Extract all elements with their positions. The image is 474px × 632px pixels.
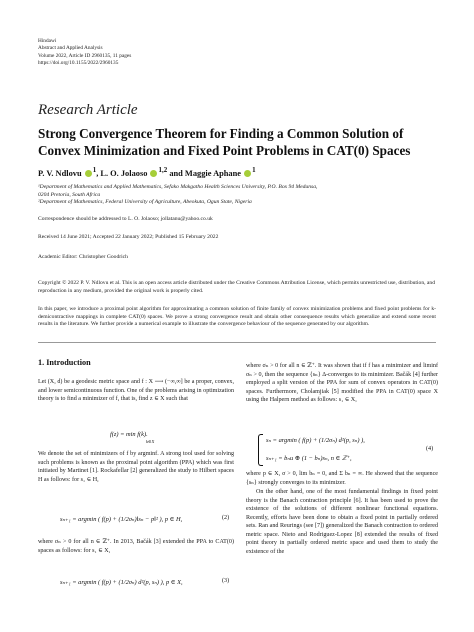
divider <box>38 342 436 343</box>
title-line-1: Strong Convergence Theorem for Finding a Common Solution of <box>38 126 404 141</box>
equation-1 <box>110 431 155 444</box>
author-3-affil: 1 <box>252 166 256 174</box>
author-separator: and <box>167 168 185 178</box>
abstract: In this paper, we introduce a proximal point algorithm for approximating a common solution of finite family of convex minimization problems and fixed point problems for k-demicontractive mappings in complete CAT(0) spaces. We prove a strong convergence result and obtain other consequence results which generalize and extend some recent results in the literature. We further provide a numerical example to illustrate the convergence behaviour of the sequence generated by our algorithm. <box>38 306 436 328</box>
equation-3-number: (3) <box>222 578 230 584</box>
orcid-icon[interactable] <box>85 170 92 177</box>
equation-1-subscript: k∈X <box>146 439 155 444</box>
volume-info: Volume 2022, Article ID 2960135, 11 pages <box>38 52 132 59</box>
journal-header <box>38 38 131 68</box>
equation-brace <box>258 434 263 466</box>
affiliation-line: ¹Department of Mathematics and Applied Mathematics, Sefako Makgatho Health Sciences University, P.O. Box 94 Medunsa, <box>38 184 318 190</box>
article-dates: Received 14 June 2021; Accepted 22 January 2022; Published 15 February 2022 <box>38 234 219 240</box>
title-line-2: Convex Minimization and Fixed Point Problems in CAT(0) Spaces <box>38 143 411 158</box>
intro-right-paragraph-3: On the other hand, one of the most fundamental findings in fixed point theory is the Banach contraction principle [6]. It has been used to prove the existence of the solutions of different nonlinear functional equations. Recently, efforts have been done to obtain a fixed point in partially ordered sets. Ran and Reurings (see [7]) generalized the Banach contraction to ordered metric space. Nieto and Rodriguez-Lopez [8] extended the results of fixed point theory in partially ordered metric space and used them to study the existence of the <box>246 489 438 555</box>
author-1-affil: 1 <box>92 166 97 174</box>
author-1[interactable]: P. V. Ndlovu <box>38 168 82 178</box>
author-3[interactable]: Maggie Aphane <box>184 168 241 178</box>
affiliation-line: ²Department of Mathematics, Federal University of Agriculture, Abeokuta, Ogun State, Nigeria <box>38 199 252 206</box>
academic-editor: Academic Editor: Christopher Goodrich <box>38 254 128 260</box>
intro-right-paragraph-1: where σₙ > 0 for all n ∈ ℤ⁺. It was shown that if f has a minimizer and liminf σₙ > 0, then the sequence {sₙ} Δ-converges to its minimizer. Bačák [4] further employed a split version of the PPA for sum of convex operators in CAT(0) spaces. Furthermore, Cholamjiak [5] modified the PPA in CAT(0) space X using the Halpern method as follows: s₁ ∈ X, <box>246 363 438 404</box>
intro-right-paragraph-2: where p ∈ X, σ > 0, lim bₙ = 0, and Σ bₙ = ∞. He showed that the sequence {sₙ} strongly converges to its minimizer. <box>246 471 438 486</box>
article-title <box>38 125 438 159</box>
equation-3: sₙ₊₁ = argmin ( f(p) + (1/2σₙ) d²(p, sₙ) ), p ∈ X, <box>60 579 183 586</box>
equation-2: sₙ₊₁ = argmin ( f(p) + (1/2σₙ)‖sₙ − p‖² ), p ∈ H, <box>60 516 183 523</box>
equation-4b: sₙ₊₁ = bₙu ⊕ (1 − bₙ)sₙ, n ∈ ℤ⁺, <box>266 455 352 462</box>
intro-paragraph-3: where σₙ > 0 for all n ∈ ℤ⁺. In 2013, Bačák [3] extended the PPA to CAT(0) spaces as follows: for s₁ ∈ X, <box>38 539 234 554</box>
correspondence: Correspondence should be addressed to L. O. Jolaoso; jollatanu@yahoo.co.uk <box>38 216 213 222</box>
orcid-icon[interactable] <box>244 170 251 177</box>
intro-paragraph-1: Let (X, d) be a geodesic metric space and f : X ⟶ (−∞,∞] be a proper, convex, and lower semicontinuous function. One of the problems arising in optimization theory is to find a minimizer of f, that is, find z ∈ X such that <box>38 379 234 403</box>
section-heading: 1. Introduction <box>38 358 91 367</box>
author-2[interactable]: L. O. Jolaoso <box>100 168 148 178</box>
author-separator: , <box>96 168 101 178</box>
author-list <box>38 166 256 178</box>
affiliation-line: 0204 Pretoria, South Africa <box>38 191 101 198</box>
article-type: Research Article <box>38 102 138 118</box>
author-2-affil: 1,2 <box>158 166 168 174</box>
equation-2-number: (2) <box>222 515 230 521</box>
orcid-icon[interactable] <box>150 170 157 177</box>
equation-1-text: f(z) = min f(k). <box>110 431 148 438</box>
affiliations <box>38 184 317 207</box>
journal-name: Abstract and Applied Analysis <box>38 45 103 52</box>
publisher-name: Hindawi <box>38 38 57 44</box>
copyright-notice: Copyright © 2022 P. V. Ndlovu et al. This is an open access article distributed under the Creative Commons Attribution License, which permits unrestricted use, distribution, and reproduction in any medium, provided the original work is properly cited. <box>38 280 435 294</box>
equation-4a: sₙ = argmin ( f(p) + (1/2σₙ) d²(p, sₙ) ), <box>266 437 365 444</box>
intro-paragraph-2: We denote the set of minimizers of f by argminf. A strong tool used for solving such problems is known as the proximal point algorithm (PPA) which was first initiated by Martinet [1]. Rockafellar [2] generalized the study to Hilbert spaces H as follows: for s₁ ∈ H, <box>38 451 234 483</box>
doi-link[interactable]: https://doi.org/10.1155/2022/2960135 <box>38 60 119 67</box>
equation-4-number: (4) <box>426 446 434 452</box>
